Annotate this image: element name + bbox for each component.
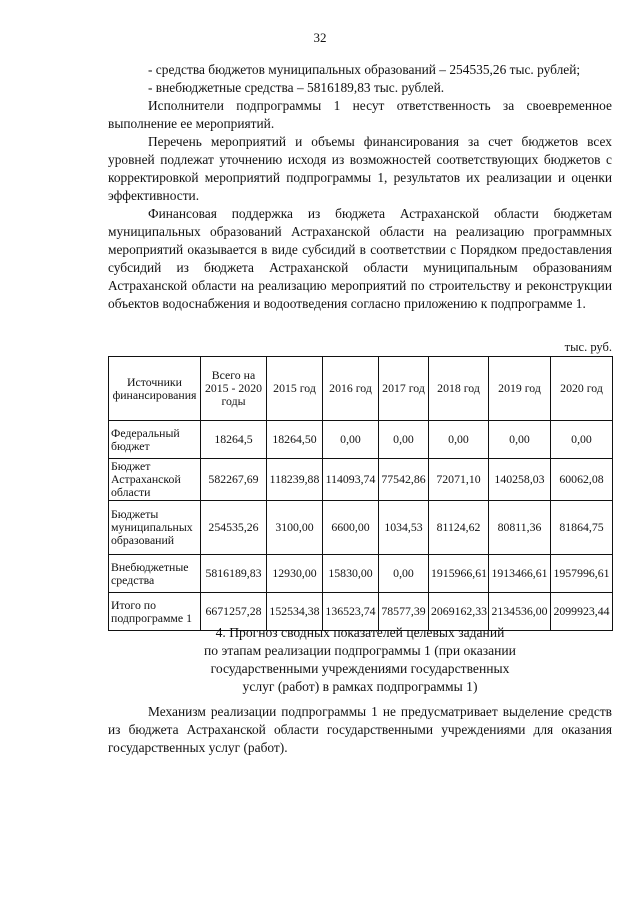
cell-2016: 136523,74 bbox=[323, 593, 379, 631]
header-cell: 2018 год bbox=[429, 357, 489, 421]
cell-2019: 140258,03 bbox=[489, 459, 551, 501]
table-header-row bbox=[109, 357, 613, 421]
cell-2018: 72071,10 bbox=[429, 459, 489, 501]
paragraph-activities-list: Перечень мероприятий и объемы финансирования за счет бюджетов всех уровней подлежат уточнению исходя из возможностей соответствующих бюджетов с корректировкой мероприятий подпрограммы 1, результатов их реализации и оценки эффективности. bbox=[108, 134, 612, 203]
cell-total: 254535,26 bbox=[201, 501, 267, 555]
cell-2020: 60062,08 bbox=[551, 459, 613, 501]
cell-2017: 1034,53 bbox=[379, 501, 429, 555]
cell-total: 6671257,28 bbox=[201, 593, 267, 631]
heading-line: государственными учреждениями государственных bbox=[210, 661, 510, 676]
header-cell: 2020 год bbox=[551, 357, 613, 421]
cell-total: 5816189,83 bbox=[201, 555, 267, 593]
cell-2015: 118239,88 bbox=[267, 459, 323, 501]
cell-2020: 81864,75 bbox=[551, 501, 613, 555]
cell-2020: 0,00 bbox=[551, 421, 613, 459]
table-row bbox=[109, 421, 613, 459]
cell-2015: 12930,00 bbox=[267, 555, 323, 593]
paragraph-financial-support: Финансовая поддержка из бюджета Астраханской области бюджетам муниципальных образований Астраханской области на реализацию программных мероприятий оказывается в виде субсидий в соответствии с Порядком предоставления субсидий из бюджета Астраханской области муниципальным образованиям Астраханской области на реализацию мероприятий по строительству и реконструкции объектов водоснабжения и водоотведения согласно приложению к подпрограмме 1. bbox=[108, 206, 612, 311]
header-cell: 2015 год bbox=[267, 357, 323, 421]
cell-2020: 2099923,44 bbox=[551, 593, 613, 631]
cell-2015: 18264,50 bbox=[267, 421, 323, 459]
cell-2018: 1915966,61 bbox=[429, 555, 489, 593]
cell-2016: 114093,74 bbox=[323, 459, 379, 501]
header-cell: 2017 год bbox=[379, 357, 429, 421]
paragraph-municipal-funds: - средства бюджетов муниципальных образований – 254535,26 тыс. рублей; bbox=[148, 62, 581, 77]
row-source: Федеральный бюджет bbox=[109, 421, 201, 459]
row-source: Бюджет Астраханской области bbox=[109, 459, 201, 501]
header-cell: 2016 год bbox=[323, 357, 379, 421]
page-number: 32 bbox=[313, 30, 327, 45]
cell-2016: 15830,00 bbox=[323, 555, 379, 593]
header-cell: Всего на 2015 - 2020 годы bbox=[201, 357, 267, 421]
cell-2019: 2134536,00 bbox=[489, 593, 551, 631]
cell-2019: 80811,36 bbox=[489, 501, 551, 555]
cell-total: 582267,69 bbox=[201, 459, 267, 501]
cell-2019: 1913466,61 bbox=[489, 555, 551, 593]
cell-2020: 1957996,61 bbox=[551, 555, 613, 593]
cell-2018: 2069162,33 bbox=[429, 593, 489, 631]
cell-2017: 78577,39 bbox=[379, 593, 429, 631]
table-row bbox=[109, 555, 613, 593]
cell-total: 18264,5 bbox=[201, 421, 267, 459]
row-source: Внебюджетные средства bbox=[109, 555, 201, 593]
table-row bbox=[109, 501, 613, 555]
paragraph-mechanism: Механизм реализации подпрограммы 1 не предусматривает выделение средств из бюджета Астраханской области государственными учреждениями для оказания государственных услуг (работ). bbox=[108, 704, 612, 755]
heading-line: по этапам реализации подпрограммы 1 (при оказании bbox=[204, 643, 516, 658]
paragraph-extrabudget-funds: - внебюджетные средства – 5816189,83 тыс. рублей. bbox=[148, 80, 445, 95]
cell-2016: 6600,00 bbox=[323, 501, 379, 555]
header-cell: 2019 год bbox=[489, 357, 551, 421]
cell-2018: 81124,62 bbox=[429, 501, 489, 555]
financing-table bbox=[108, 356, 613, 631]
cell-2017: 77542,86 bbox=[379, 459, 429, 501]
cell-2016: 0,00 bbox=[323, 421, 379, 459]
section-heading bbox=[108, 624, 612, 696]
cell-2017: 0,00 bbox=[379, 421, 429, 459]
cell-2018: 0,00 bbox=[429, 421, 489, 459]
cell-2015: 152534,38 bbox=[267, 593, 323, 631]
row-source: Итого по подпрограмме 1 bbox=[109, 593, 201, 631]
cell-2019: 0,00 bbox=[489, 421, 551, 459]
paragraph-executors: Исполнители подпрограммы 1 несут ответственность за своевременное выполнение ее мероприятий. bbox=[108, 98, 612, 131]
row-source: Бюджеты муниципальных образований bbox=[109, 501, 201, 555]
heading-line: услуг (работ) в рамках подпрограммы 1) bbox=[242, 679, 478, 694]
table-row bbox=[109, 459, 613, 501]
cell-2015: 3100,00 bbox=[267, 501, 323, 555]
header-cell: Источники финансирования bbox=[109, 357, 201, 421]
heading-line: 4. Прогноз сводных показателей целевых заданий bbox=[215, 625, 505, 640]
cell-2017: 0,00 bbox=[379, 555, 429, 593]
body-text-bottom bbox=[108, 703, 612, 757]
units-label: тыс. руб. bbox=[564, 340, 612, 354]
body-text-top bbox=[108, 61, 612, 313]
